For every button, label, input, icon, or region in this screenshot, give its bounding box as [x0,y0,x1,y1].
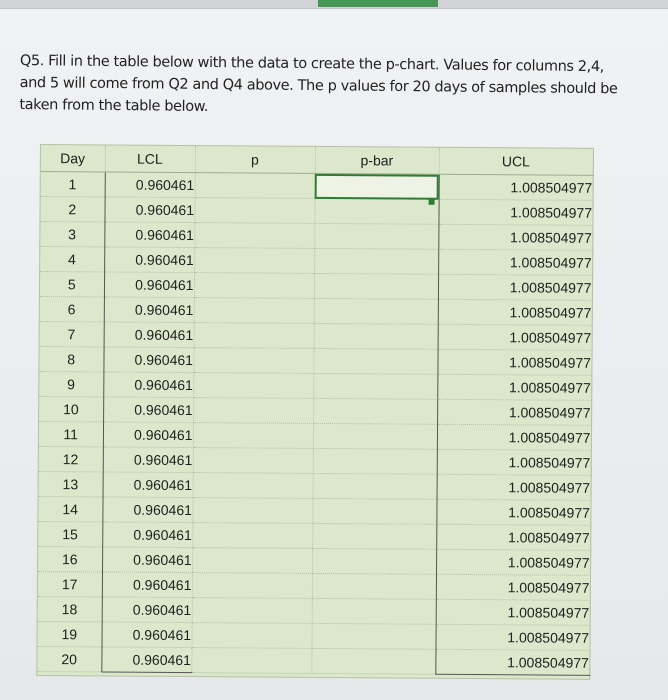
pbar-cell[interactable] [314,198,438,224]
lcl-cell[interactable]: 0.960461 [102,547,192,573]
table-row [38,596,590,625]
table-row [39,347,591,376]
ucl-cell[interactable]: 1.008504977 [437,374,591,400]
day-cell[interactable]: 13 [39,471,103,496]
lcl-cell[interactable]: 0.960461 [102,572,192,598]
day-cell[interactable]: 14 [38,496,102,521]
ucl-cell[interactable]: 1.008504977 [437,474,591,500]
day-cell[interactable]: 4 [40,247,104,272]
day-cell[interactable]: 7 [40,322,104,347]
pbar-cell[interactable] [313,398,437,424]
day-cell[interactable]: 20 [37,646,101,671]
p-cell[interactable] [194,248,314,274]
pbar-cell[interactable] [312,598,436,624]
day-cell[interactable]: 1 [41,172,105,197]
pbar-cell[interactable] [313,448,437,474]
pbar-cell[interactable] [314,223,438,249]
header-row [41,145,593,175]
table-row [39,372,591,401]
table-row [40,272,592,301]
p-cell[interactable] [193,423,313,449]
lcl-cell[interactable]: 0.960461 [103,347,193,373]
table-body [37,172,592,676]
pbar-cell[interactable] [313,423,437,449]
pchart-table [37,145,593,676]
pbar-cell[interactable] [311,648,435,674]
day-cell[interactable]: 17 [38,571,102,596]
header-pbar[interactable]: p-bar [315,147,439,174]
ucl-cell[interactable]: 1.008504977 [436,549,590,575]
p-cell[interactable] [191,648,311,674]
header-p[interactable]: p [195,146,315,173]
ucl-cell[interactable]: 1.008504977 [438,274,592,300]
table-row [39,446,591,475]
lcl-cell[interactable]: 0.960461 [101,647,191,673]
pbar-cell[interactable] [312,548,436,574]
table-row [37,646,589,675]
table-row [38,546,590,575]
lcl-cell[interactable]: 0.960461 [104,247,194,273]
lcl-cell[interactable]: 0.960461 [103,372,193,398]
day-cell[interactable]: 10 [39,397,103,422]
ucl-cell[interactable]: 1.008504977 [437,449,591,475]
p-cell[interactable] [191,623,311,649]
ucl-cell[interactable]: 1.008504977 [436,499,590,525]
ucl-cell[interactable]: 1.008504977 [438,324,592,350]
p-cell[interactable] [193,398,313,424]
table-row [39,422,591,451]
table-row [40,297,592,326]
p-cell[interactable] [192,598,312,624]
ucl-cell[interactable]: 1.008504977 [439,174,593,200]
header-lcl[interactable]: LCL [105,145,195,172]
table-row [37,621,589,650]
table-row [38,571,590,600]
table-row [40,222,592,251]
table-row [39,397,591,426]
window-top-bar [0,0,668,9]
ucl-cell[interactable]: 1.008504977 [436,599,590,625]
header-ucl[interactable]: UCL [439,148,593,176]
lcl-cell[interactable]: 0.960461 [101,622,191,648]
ucl-cell[interactable]: 1.008504977 [437,399,591,425]
day-cell[interactable]: 2 [40,197,104,222]
pbar-cell[interactable] [314,273,438,299]
pbar-cell[interactable] [312,498,436,524]
day-cell[interactable]: 12 [39,446,103,471]
table-row [38,496,590,525]
p-cell[interactable] [194,323,314,349]
ucl-cell[interactable]: 1.008504977 [435,624,589,650]
day-cell[interactable]: 18 [38,596,102,621]
p-cell[interactable] [192,573,312,599]
fill-handle[interactable] [429,199,435,205]
header-day[interactable]: Day [41,145,105,172]
p-cell[interactable] [193,348,313,374]
lcl-cell[interactable]: 0.960461 [105,172,195,198]
pbar-cell[interactable] [313,473,437,499]
lcl-cell[interactable]: 0.960461 [104,197,194,223]
table-row [40,322,592,351]
ucl-cell[interactable]: 1.008504977 [437,349,591,375]
lcl-cell[interactable]: 0.960461 [102,497,192,523]
p-cell[interactable] [193,473,313,499]
spreadsheet [36,144,594,680]
p-cell[interactable] [195,173,315,199]
table-row [38,521,590,550]
ucl-cell[interactable]: 1.008504977 [437,424,591,450]
pbar-cell[interactable] [314,248,438,274]
p-cell[interactable] [193,448,313,474]
pbar-cell[interactable] [313,348,437,374]
ucl-cell[interactable]: 1.008504977 [435,649,589,675]
day-cell[interactable]: 16 [38,546,102,571]
lcl-cell[interactable]: 0.960461 [103,447,193,473]
lcl-cell[interactable]: 0.960461 [103,397,193,423]
lcl-cell[interactable]: 0.960461 [103,422,193,448]
p-cell[interactable] [194,223,314,249]
lcl-cell[interactable]: 0.960461 [104,322,194,348]
table-row [41,172,593,201]
ucl-cell[interactable]: 1.008504977 [436,524,590,550]
day-cell[interactable]: 5 [40,272,104,297]
ucl-cell[interactable]: 1.008504977 [436,574,590,600]
p-cell[interactable] [194,298,314,324]
day-cell[interactable]: 3 [40,222,104,247]
pbar-cell[interactable] [313,373,437,399]
pbar-cell[interactable] [314,298,438,324]
ucl-cell[interactable]: 1.008504977 [438,224,592,250]
lcl-cell[interactable]: 0.960461 [103,472,193,498]
ucl-cell[interactable]: 1.008504977 [438,199,592,225]
day-cell[interactable]: 8 [39,347,103,372]
lcl-cell[interactable]: 0.960461 [104,272,194,298]
pbar-cell[interactable] [314,323,438,349]
question-text: Q5. Fill in the table below with the data to create the p-chart. Values for columns 2,4, and 5 will come from Q2 and Q4 above. The p values for 20 days of samples should be taken from the table below. [19,52,618,115]
pbar-cell[interactable] [311,623,435,649]
day-cell[interactable]: 9 [39,372,103,397]
ucl-cell[interactable]: 1.008504977 [438,299,592,325]
p-cell[interactable] [194,198,314,224]
p-cell[interactable] [194,273,314,299]
day-cell[interactable]: 11 [39,422,103,447]
top-bar-accent [318,0,438,7]
lcl-cell[interactable]: 0.960461 [104,297,194,323]
table-row [39,471,591,500]
table-row [40,247,592,276]
day-cell[interactable]: 19 [37,621,101,646]
lcl-cell[interactable]: 0.960461 [102,522,192,548]
lcl-cell[interactable]: 0.960461 [104,222,194,248]
pbar-cell[interactable] [315,173,439,199]
p-cell[interactable] [192,498,312,524]
p-cell[interactable] [192,523,312,549]
p-cell[interactable] [192,548,312,574]
day-cell[interactable]: 6 [40,297,104,322]
pbar-cell[interactable] [312,573,436,599]
pbar-cell[interactable] [312,523,436,549]
day-cell[interactable]: 15 [38,521,102,546]
lcl-cell[interactable]: 0.960461 [102,597,192,623]
ucl-cell[interactable]: 1.008504977 [438,249,592,275]
table-row [40,197,592,226]
p-cell[interactable] [193,373,313,399]
